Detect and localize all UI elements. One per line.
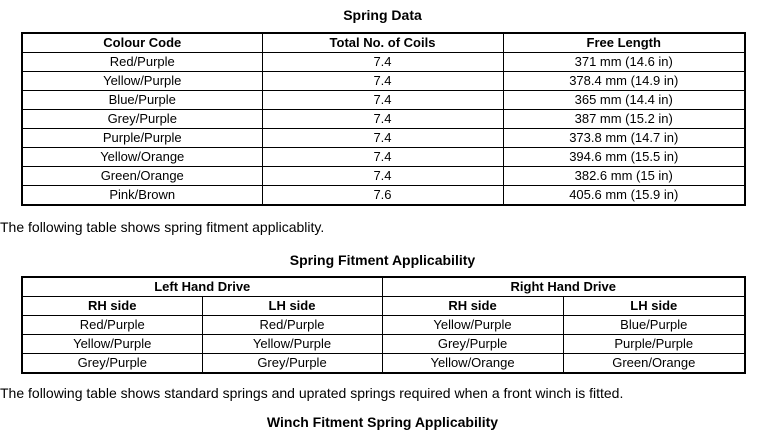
spring-data-title: Spring Data	[343, 7, 422, 23]
fitment-intro-paragraph: The following table shows spring fitment applicablity.	[0, 219, 325, 235]
table-group-header-row	[22, 277, 745, 297]
spring-data-table	[21, 32, 746, 206]
table-cell: 7.4	[262, 53, 503, 72]
table-cell: Blue/Purple	[563, 316, 745, 335]
table-cell: Yellow/Orange	[382, 354, 563, 374]
column-header-total-coils: Total No. of Coils	[262, 33, 503, 53]
table-cell: Grey/Purple	[202, 354, 382, 374]
table-row	[22, 354, 745, 374]
table-subheader-row	[22, 297, 745, 316]
table-row	[22, 129, 745, 148]
table-cell: 365 mm (14.4 in)	[503, 91, 745, 110]
column-header-lhd-lh-side: LH side	[202, 297, 382, 316]
table-cell: 405.6 mm (15.9 in)	[503, 186, 745, 206]
table-cell: Purple/Purple	[22, 129, 262, 148]
table-cell: Yellow/Orange	[22, 148, 262, 167]
group-header-left-hand-drive: Left Hand Drive	[22, 277, 382, 297]
table-row	[22, 167, 745, 186]
table-cell: Red/Purple	[202, 316, 382, 335]
fitment-table	[21, 276, 746, 374]
fitment-table-title: Spring Fitment Applicability	[289, 252, 476, 268]
table-row	[22, 186, 745, 206]
table-header-row	[22, 33, 745, 53]
winch-table-title: Winch Fitment Spring Applicability	[266, 414, 499, 430]
table-cell: Yellow/Purple	[22, 335, 202, 354]
table-cell: 7.4	[262, 72, 503, 91]
table-cell: Pink/Brown	[22, 186, 262, 206]
table-cell: Purple/Purple	[563, 335, 745, 354]
table-cell: Grey/Purple	[22, 110, 262, 129]
table-cell: Red/Purple	[22, 53, 262, 72]
table-cell: Green/Orange	[22, 167, 262, 186]
table-row	[22, 316, 745, 335]
table-cell: 382.6 mm (15 in)	[503, 167, 745, 186]
column-header-free-length: Free Length	[503, 33, 745, 53]
table-cell: 394.6 mm (15.5 in)	[503, 148, 745, 167]
table-cell: Grey/Purple	[22, 354, 202, 374]
table-cell: Blue/Purple	[22, 91, 262, 110]
table-cell: Yellow/Purple	[22, 72, 262, 91]
table-row	[22, 110, 745, 129]
table-row	[22, 72, 745, 91]
table-cell: 7.4	[262, 110, 503, 129]
winch-intro-paragraph: The following table shows standard springs and uprated springs required when a front winch is fitted.	[0, 385, 624, 401]
table-row	[22, 148, 745, 167]
table-cell: Grey/Purple	[382, 335, 563, 354]
table-cell: 7.4	[262, 148, 503, 167]
column-header-rhd-lh-side: LH side	[563, 297, 745, 316]
table-cell: 373.8 mm (14.7 in)	[503, 129, 745, 148]
column-header-rhd-rh-side: RH side	[382, 297, 563, 316]
table-cell: 378.4 mm (14.9 in)	[503, 72, 745, 91]
table-cell: 7.6	[262, 186, 503, 206]
column-header-colour-code: Colour Code	[22, 33, 262, 53]
group-header-right-hand-drive: Right Hand Drive	[382, 277, 745, 297]
table-cell: Red/Purple	[22, 316, 202, 335]
table-cell: 387 mm (15.2 in)	[503, 110, 745, 129]
table-cell: Yellow/Purple	[202, 335, 382, 354]
table-cell: 7.4	[262, 91, 503, 110]
table-cell: 7.4	[262, 167, 503, 186]
table-cell: Green/Orange	[563, 354, 745, 374]
table-row	[22, 91, 745, 110]
table-row	[22, 335, 745, 354]
table-cell: 7.4	[262, 129, 503, 148]
table-cell: Yellow/Purple	[382, 316, 563, 335]
table-cell: 371 mm (14.6 in)	[503, 53, 745, 72]
table-row	[22, 53, 745, 72]
column-header-lhd-rh-side: RH side	[22, 297, 202, 316]
